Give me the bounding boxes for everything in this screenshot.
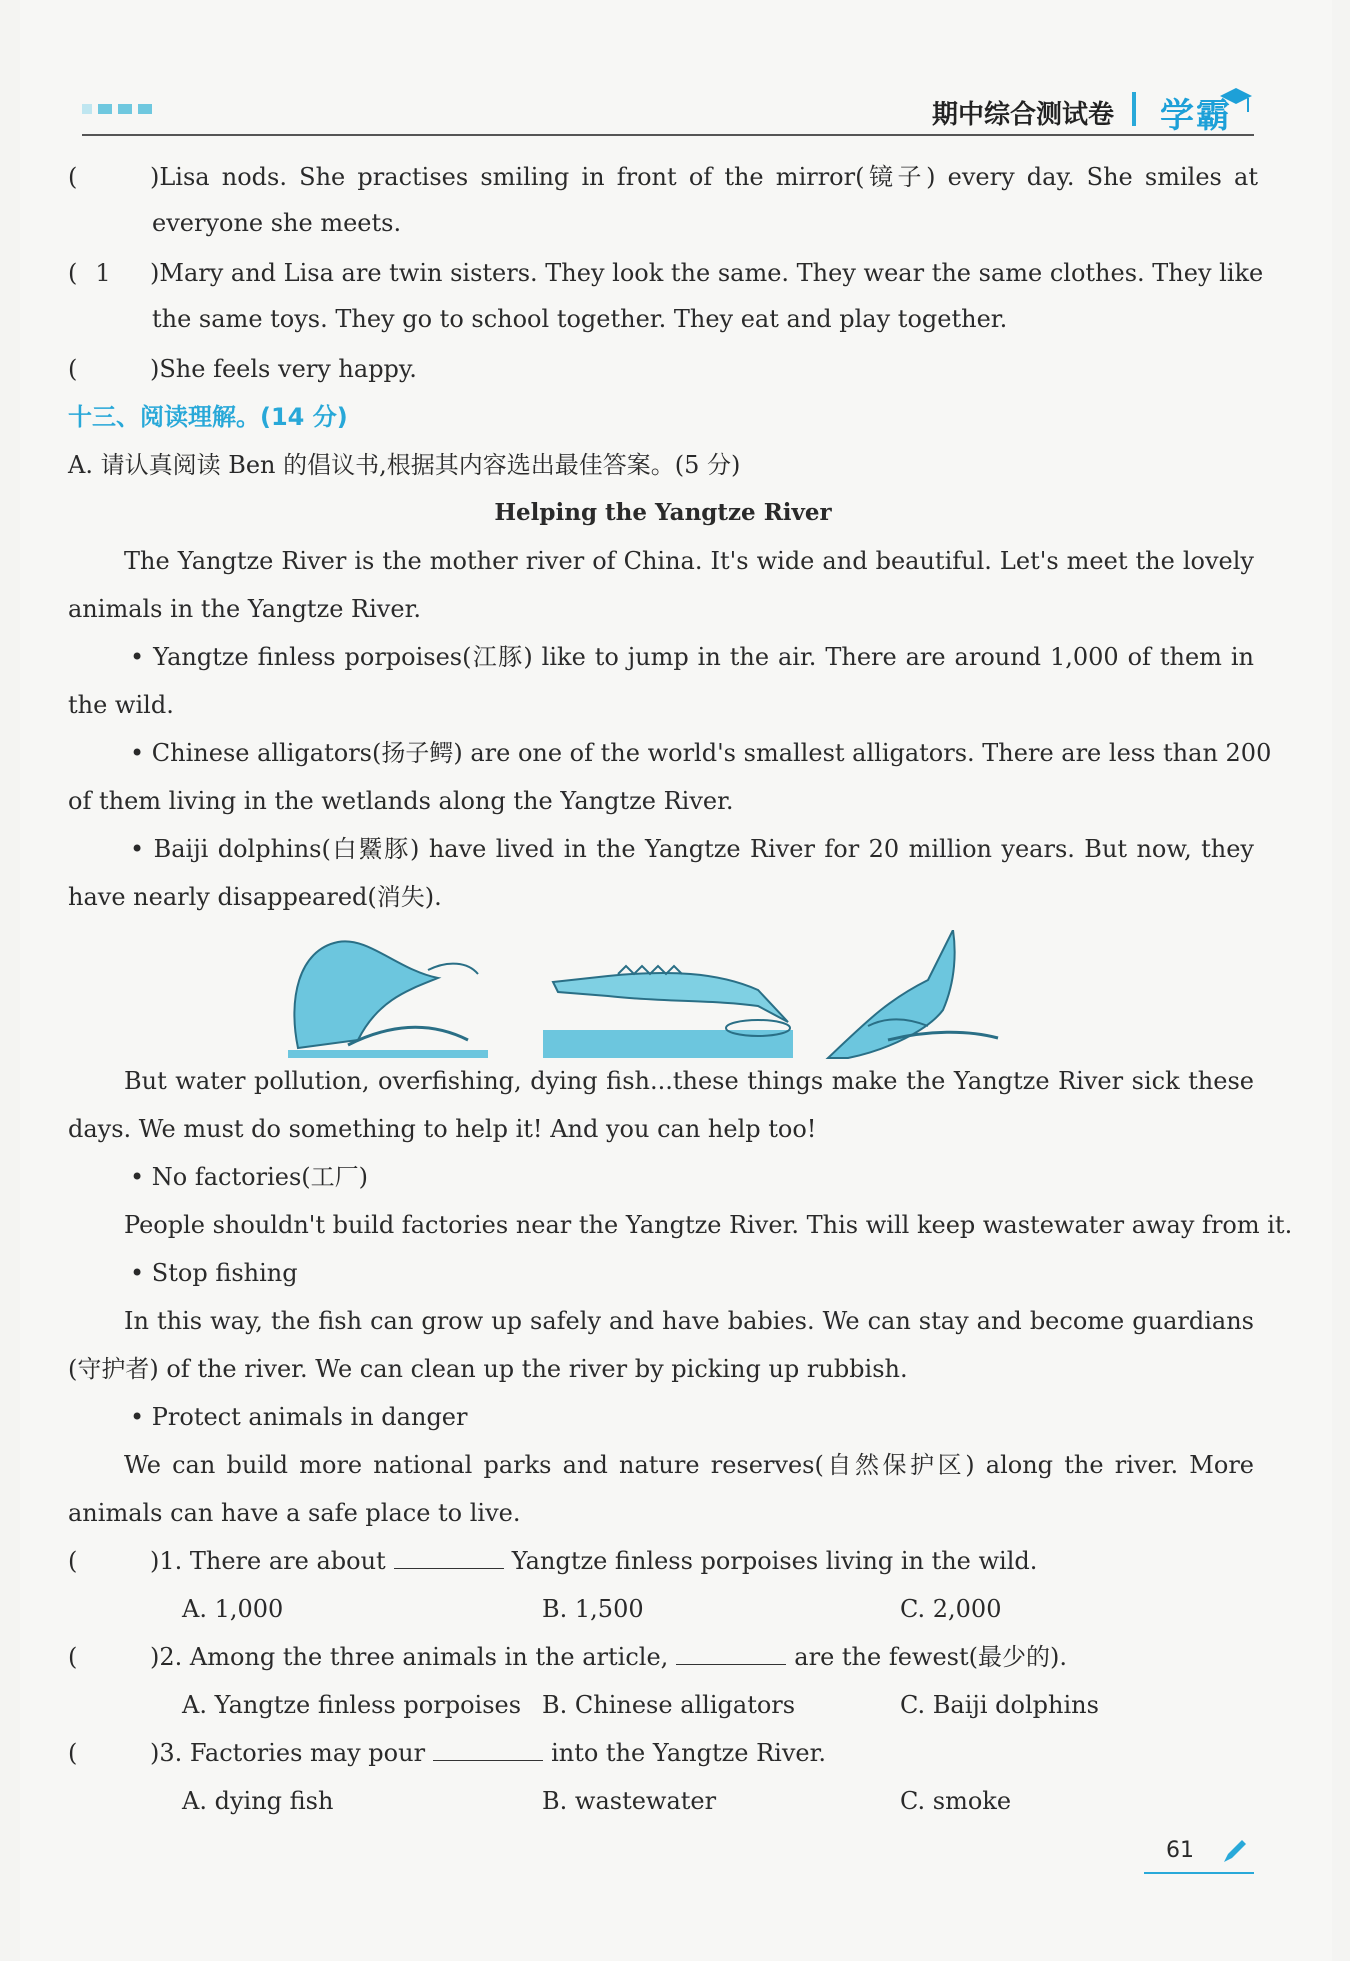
question-1-option-c[interactable]: C. 2,000 [900,1595,1002,1623]
bullet-porpoise-a: • Yangtze finless porpoises(江豚) like to jump in the air. There are around 1,000 of them in [130,643,1254,671]
porpoise-illustration [288,941,488,1058]
question-3-option-c[interactable]: C. smoke [900,1787,1012,1815]
paragraph-2a: But water pollution, overfishing, dying fish...these things make the Yangtze River sick these [124,1067,1254,1095]
suggestion-3-text-b: animals can have a safe place to live. [68,1499,521,1527]
header-title: 期中综合测试卷 [931,100,1114,130]
ordering-item-1-line2: everyone she meets. [152,209,402,237]
page-header [82,86,1254,136]
pen-icon [1220,1836,1250,1866]
ordering-item-2-line2: the same toys. They go to school together. They eat and play together. [152,305,1008,333]
paragraph-2b: days. We must do something to help it! And you can help too! [68,1115,817,1143]
answer-blank[interactable] [676,1642,786,1665]
bullet-dolphin-a: • Baiji dolphins(白鱀豚) have lived in the Yangtze River for 20 million years. But now, they [130,835,1254,863]
suggestion-1-heading: • No factories(工厂) [130,1163,368,1191]
answer-paren: ( [68,163,78,191]
paragraph-1b: animals in the Yangtze River. [68,595,422,623]
alligator-illustration [543,966,793,1058]
page-number: 61 [1166,1838,1194,1863]
suggestion-2-heading: • Stop fishing [130,1259,298,1287]
ordering-item-3-line1: ( )She feels very happy. [68,352,1258,386]
question-3: ( )3. Factories may pour into the Yangtze River. [68,1739,827,1767]
answer-paren: ( [68,355,78,383]
animals-illustration [288,930,1038,1060]
bullet-dolphin-b: have nearly disappeared(消失). [68,883,442,911]
header-divider [1132,92,1136,126]
question-3-option-b[interactable]: B. wastewater [542,1787,717,1815]
footer-rule [1144,1872,1254,1874]
suggestion-3-text-a: We can build more national parks and nature reserves(自然保护区) along the river. More [124,1451,1254,1479]
ordering-item-1-line1: ( )Lisa nods. She practises smiling in front of the mirror(镜子) every day. She smiles at [68,160,1258,194]
ordering-item-2-line1: ( 1 )Mary and Lisa are twin sisters. They look the same. They wear the same clothes. They like [68,256,1258,290]
paragraph-1a: The Yangtze River is the mother river of China. It's wide and beautiful. Let's meet the lovely [124,547,1254,575]
question-2: ( )2. Among the three animals in the article, are the fewest(最少的). [68,1643,1067,1671]
question-3-option-a[interactable]: A. dying fish [182,1787,334,1815]
suggestion-2-text-b: (守护者) of the river. We can clean up the river by picking up rubbish. [68,1355,908,1383]
question-1: ( )1. There are about Yangtze finless porpoises living in the wild. [68,1547,1038,1575]
bullet-alligator-b: of them living in the wetlands along the Yangtze River. [68,787,734,815]
bullet-porpoise-b: the wild. [68,691,174,719]
answer-blank[interactable] [433,1738,543,1761]
bullet-alligator-a: • Chinese alligators(扬子鳄) are one of the world's smallest alligators. There are less than 200 [130,739,1272,767]
answer-blank[interactable] [394,1546,504,1569]
question-2-option-b[interactable]: B. Chinese alligators [542,1691,796,1719]
brand-logo: 学霸 [1160,96,1232,136]
question-1-option-b[interactable]: B. 1,500 [542,1595,644,1623]
passage-title: Helping the Yangtze River [494,499,832,526]
header-decoration [82,104,152,114]
answer-paren: ( 1 [68,259,111,287]
suggestion-1-text: People shouldn't build factories near the Yangtze River. This will keep wastewater away from it. [124,1211,1293,1239]
question-1-option-a[interactable]: A. 1,000 [182,1595,284,1623]
suggestion-3-heading: • Protect animals in danger [130,1403,468,1431]
graduation-cap-icon [1218,86,1254,116]
dolphin-illustration [828,930,998,1058]
part-a-instruction: A. 请认真阅读 Ben 的倡议书,根据其内容选出最佳答案。(5 分) [68,451,741,479]
question-2-option-c[interactable]: C. Baiji dolphins [900,1691,1099,1719]
section-heading: 十三、阅读理解。(14 分) [68,403,348,431]
question-2-option-a[interactable]: A. Yangtze finless porpoises [182,1691,522,1719]
suggestion-2-text-a: In this way, the fish can grow up safely and have babies. We can stay and become guardians [124,1307,1254,1335]
